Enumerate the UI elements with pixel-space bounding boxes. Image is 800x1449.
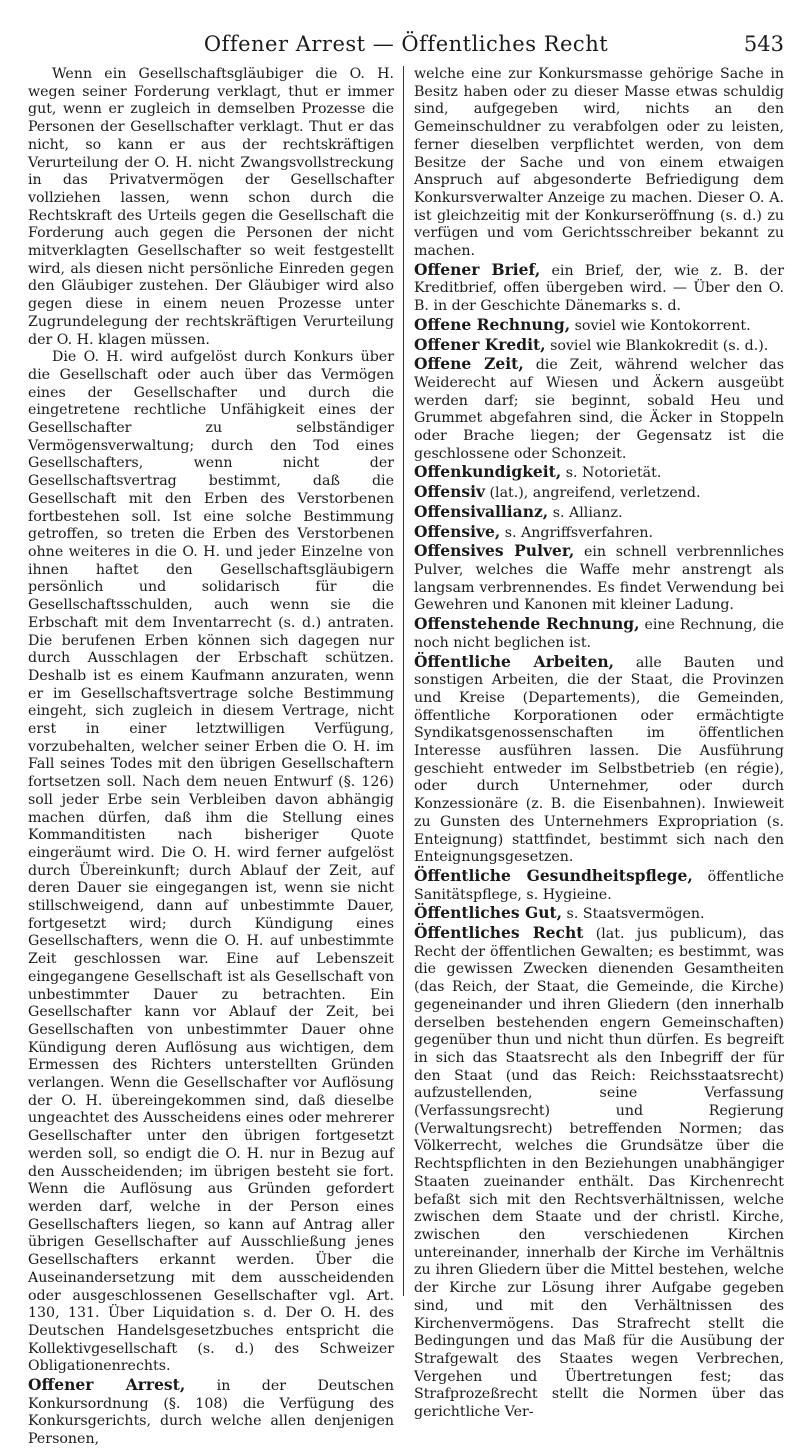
entry-text: s. Angriffsverfahren. [500, 524, 654, 541]
entry-offene-zeit [414, 355, 784, 463]
entry-term: Offenstehende Rechnung, [414, 614, 640, 634]
entry-text: ein schnell verbrennliches Pulver, welches die Waffe mehr anstrengt als langsam verbrennendes. Es findet Verwendung bei Gewehren und Kanonen mit kleiner Ladung. [414, 544, 785, 614]
entry-term: Offene Zeit, [414, 354, 524, 374]
entry-text: in der Deutschen Konkursordnung (§. 108) die Verfügung des Konkursgerichts, durch welche allen denjenigen Personen, [28, 1378, 394, 1448]
paragraph-continuation: welche eine zur Konkursmasse gehörige Sache in Besitz haben oder zu dieser Masse etwas schuldig sind, aufgegeben wird, nichts an den Gemeinschuldner zu verabfolgen oder zu leisten, ferner dieselben verpflichtet werden, von dem Besitze der Sache und von einem etwaigen Anspruch auf abgesonderte Befriedigung dem Konkursverwalter Anzeige zu machen. Dieser O. A. ist gleichzeitig mit der Konkurseröffnung (s. d.) zu verfügen und vom Gerichtsschreiber bekannt zu machen. [414, 66, 784, 260]
entry-text: s. Staatsvermögen. [562, 906, 705, 923]
page-number: 543 [743, 32, 784, 56]
entry-term: Öffentliches Gut, [414, 903, 563, 923]
entry-text: s. Allianz. [548, 504, 623, 521]
entry-offener-arrest [28, 1376, 394, 1449]
entry-oeffentliche-arbeiten [414, 653, 784, 867]
left-column [28, 66, 394, 1448]
text-columns [28, 66, 785, 1448]
entry-text: (lat.), angreifend, verletzend. [484, 485, 701, 502]
entry-term: Offensive, [414, 521, 501, 541]
entry-text: s. Notorietät. [561, 465, 662, 482]
entry-term: Offene Rechnung, [414, 314, 571, 334]
entry-text: (lat. jus publicum), das Recht der öffentlichen Gewalten; es bestimmt, was die gewissen Zwecken dienenden Gesamtheiten (das Reich, der Staat, die Gemeinde, die Kirche) gegeneinander und ihren Gliedern (den innerhalb derselben bestehenden engern Gemeinschaften) gegenüber thun und nicht thun dürfen. Es begreift in sich das Staatsrecht als den Inbegriff der für den Staat (und das Reich: Reichsstaatsrecht) aufzustellenden, seine Verfassung (Verfassungsrecht) und Regierung (Verwaltungsrecht) betreffenden Normen; das Völkerrecht, welches die Grundsätze über die Rechtspflichten in den Beziehungen unabhängiger Staaten zueinander enthält. Das Kirchenrecht befaßt sich mit den Rechtsverhältnissen, welche zwischen dem Staate und der christl. Kirche, zwischen den verschiedenen Kirchen untereinander, innerhalb der Kirche im Verhältnis zu ihren Gliedern über die Mittel bestehen, welche der Kirche zur Lösung ihrer Aufgabe gegeben sind, und mit den Verhältnissen des Kirchenvermögens. Das Strafrecht stellt die Bedingungen und das Maß für die Ausübung der Strafgewalt des Staates wegen Verbrechen, Vergehen und Übertretungen fest; das Strafprozeßrecht stellt die Normen über das gerichtliche Ver- [414, 926, 784, 1421]
entry-text: ein Brief, der, wie z. B. der Kreditbrief, offen übergeben wird. — Über den O. B. in der Geschichte Dänemarks s. d. [414, 262, 784, 315]
entry-term: Öffentliches Recht [414, 923, 584, 943]
entry-text: eine Rechnung, die noch nicht beglichen ist. [414, 617, 784, 651]
right-column [414, 66, 785, 1421]
entry-offene-rechnung [414, 316, 784, 336]
entry-term: Offensiv [414, 482, 485, 502]
entry-offenstehende-rechnung [414, 615, 784, 652]
entry-offener-kredit [414, 336, 784, 356]
entry-term: Offensivallianz, [414, 501, 549, 521]
entry-term: Offenkundigkeit, [414, 462, 562, 482]
entry-term: Öffentliche Gesundheitspflege, [414, 865, 693, 885]
entry-offener-brief [414, 261, 784, 316]
entry-term: Offensives Pulver, [414, 541, 575, 561]
column-divider [403, 66, 404, 1296]
entry-term: Offener Arrest, [28, 1375, 186, 1395]
entry-term: Offener Brief, [414, 259, 541, 279]
entry-text: soviel wie Kontokorrent. [570, 317, 751, 334]
paragraph-dissolution: Die O. H. wird aufgelöst durch Konkurs über die Gesellschaft oder auch über das Vermögen eines der Gesellschafter und durch die eingetretene rechtliche Unfähigkeit eines der Gesellschafter zu selbständiger Vermögensverwaltung; durch den Tod eines Gesellschafters, wenn nicht der Gesellschaftsvertrag bestimmt, daß die Gesellschaft mit den Erben des Verstorbenen fortbestehen soll. Ist eine solche Bestimmung getroffen, so treten die Erben des Verstorbenen ohne weiteres in die O. H. und jeder Einzelne von ihnen haftet den Gesellschaftsgläubigern persönlich und solidarisch für die Gesellschaftsschulden, auch wenn sie die Erbschaft mit dem Inventarrecht (s. d.) antraten. Die berufenen Erben können sich dagegen nur durch Ausschlagen der Erbschaft schützen. Deshalb ist es einem Kaufmann anzuraten, wenn er im Gesellschaftsvertrage solche Bestimmung eingeht, sich zugleich in diesem Vertrage, nicht erst in einer letztwilligen Verfügung, vorzubehalten, welcher seiner Erben die O. H. im Fall seines Todes mit den übrigen Gesellschaftern fortsetzen soll. Nach dem neuen Entwurf (§. 126) soll jeder Erbe sein Verbleiben davon abhängig machen dürfen, daß ihm die Stellung eines Kommanditisten nach bisheriger Quote eingeräumt wird. Die O. H. wird ferner aufgelöst durch Übereinkunft; durch Ablauf der Zeit, auf deren Dauer sie eingegangen ist, wenn sie nicht stillschweigend, dann auf unbestimmte Dauer, fortgesetzt wird; durch Kündigung eines Gesellschafters, wenn die O. H. auf unbestimmte Zeit geschlossen war. Eine auf Lebenszeit eingegangene Gesellschaft ist als Gesellschaft von unbestimmter Dauer zu betrachten. Ein Gesellschafter kann vor Ablauf der Zeit, bei Gesellschaften von unbestimmter Dauer ohne Kündigung deren Auflösung aus wichtigen, dem Ermessen des Richters unterstellten Gründen verlangen. Wenn die Gesellschafter vor Auflösung der O. H. übereingekommen sind, daß dieselbe ungeachtet des Ausscheidens eines oder mehrerer Gesellschafter unter den übrigen fortgesetzt werden soll, so endigt die O. H. nur in Bezug auf den Ausscheidenden; im übrigen besteht sie fort. Wenn die Auflösung aus Gründen gefordert werden darf, welche in der Person eines Gesellschafters liegen, so kann auf Antrag aller übrigen Gesellschafter auf Ausschließung jenes Gesellschafters erkannt werden. Über die Auseinandersetzung mit dem ausscheidenden oder ausgeschlossenen Gesellschafter vgl. Art. 130, 131. Über Liquidation s. d. Der O. H. des Deutschen Handelsgesetzbuches entspricht die Kollektivgesellschaft (s. d.) des Schweizer Obligationenrechts. [28, 349, 394, 1375]
entry-text: soviel wie Blankokredit (s. d.). [545, 337, 769, 354]
entry-oeffentliches-recht [414, 924, 784, 1422]
entry-offensive [414, 523, 784, 543]
running-head: Offener Arrest — Öffentliches Recht [203, 32, 609, 56]
entry-offensives-pulver [414, 542, 784, 615]
entry-text: öffentliche Sanitätspflege, s. Hygieine. [414, 868, 784, 903]
entry-oeffentliche-gesundheitspflege [414, 867, 784, 904]
entry-term: Offener Kredit, [414, 334, 546, 354]
entry-offenkundigkeit [414, 463, 784, 483]
entry-term: Öffentliche Arbeiten, [414, 651, 615, 671]
page-header [28, 30, 784, 64]
entry-text: die Zeit, während welcher das Weiderecht auf Wiesen und Äckern ausgeübt werden darf; sie beginnt, sobald Heu und Grummet abgefahren sind, die Äcker in Stoppeln oder Brache liegen; der Gegensatz ist die geschlossene oder Schonzeit. [414, 357, 784, 462]
paragraph-creditor-action: Wenn ein Gesellschaftsgläubiger die O. H. wegen seiner Forderung verklagt, thut er immer gut, wenn er zugleich in demselben Prozesse die Personen der Gesellschafter verklagt. Thut er das nicht, so kann er aus der rechtskräftigen Verurteilung der O. H. nicht Zwangsvollstreckung in das Privatvermögen der Gesellschafter vollziehen lassen, wenn schon durch die Rechtskraft des Urteils gegen die Gesellschaft die Forderung auch gegen die Personen der nicht mitverklagten Gesellschafter so weit festgestellt wird, als diesen nicht persönliche Einreden gegen den Gläubiger zustehen. Der Gläubiger wird also gegen diese in einem neuen Prozesse unter Zugrundelegung der rechtskräftigen Verurteilung der O. H. klagen müssen. [28, 66, 394, 348]
entry-offensivallianz [414, 503, 784, 523]
entry-text: alle Bauten und sonstigen Arbeiten, die der Staat, die Provinzen und Kreise (Departements), die Gemeinden, öffentliche Korporationen oder ermächtigte Syndikatsgenossenschaften im öffentlichen Interesse ausführen lassen. Die Ausführung geschieht entweder im Selbstbetrieb (en régie), oder durch Unternehmer, oder durch Konzessionäre (z. B. die Eisenbahnen). Inwieweit zu Gunsten des Unternehmers Expropriation (s. Enteignung) stattfindet, bestimmt sich nach den Enteignungsgesetzen. [414, 654, 784, 866]
entry-offensiv [414, 483, 784, 503]
entry-oeffentliches-gut [414, 904, 784, 924]
